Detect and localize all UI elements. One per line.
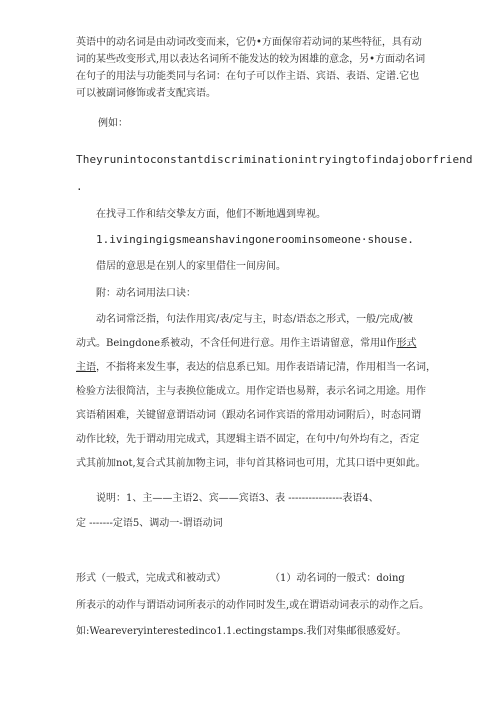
example2-chinese: 借居的意思是在别人的家里借住一间房间。 (96, 261, 286, 272)
forms-heading: 形式（一般式，完成式和被动式） (76, 573, 226, 584)
note-line-1: 说明：1、主——主语2、宾——宾语3、表 ----------------表语4、 (96, 493, 379, 504)
intro-line-2: 词的某些改变形式,用以表达名词所不能发达的较为困雄的意念，另•方面动名词 (76, 54, 426, 65)
forms-subheading: （1）动名词的一般式：doing (270, 573, 405, 584)
example-label: 例如： (98, 118, 128, 129)
rhyme-line-2 (76, 337, 416, 351)
example1-english: Theyrunintoconstantdiscriminationintryingtofindajoborfriend (76, 153, 473, 166)
last-line-1: 所表示的动作与谓语动词所表示的动作同时发生,或在谓语动词表示的动作之后。 (76, 600, 430, 611)
note-line-2: 定 -------定语5、调动一-谓语动词 (76, 518, 223, 529)
rhyme-line-7: 式其前加not,复合式其前加物主词，非句首其格词也可用，尤其口语中更如此。 (76, 458, 426, 469)
intro-line-1: 英语中的动名词是由动词改变而来，它仍•方面保帘若动词的某些特征，具有动 (76, 37, 422, 48)
intro-line-4: 可以被副词修饰或者支配宾语。 (76, 88, 216, 99)
example1-chinese: 在找寻工作和结交挚友方面，他们不断地遇到卑视。 (96, 209, 326, 220)
example2-english: 1.ivingingigsmeanshavingoneroominsomeone·shouse. (96, 233, 414, 246)
rhyme-underlined-term: 主语 (76, 362, 96, 373)
rhyme-line-3 (76, 361, 436, 375)
last-line-2: 如:Weareveryinterestedinco1.1.ectingstamps.我们对集邮很感爱好。 (76, 626, 407, 637)
rhyme-line-4: 检验方法很简洁，主与表换位能成立。用作定语也易辩，表示名词之用途。用作 (76, 386, 426, 397)
rhyme-underlined-term: 形式 (396, 338, 417, 349)
appendix-title: 附：动名词用法口诀： (96, 288, 196, 299)
rhyme-line-5: 宾语稍困难，关键留意谓语动词（跟动名词作宾语的常用动词附后），时态同谓 (76, 410, 421, 421)
rhyme-line-3-text: ，不指将来发生事，表达的信息系已知。用作表语请记清，作用相当一名词， (96, 362, 436, 373)
example1-period: . (76, 180, 83, 193)
intro-line-3: 在句子的用法与功能类同与名词：在句子可以作主语、宾语、表语、定谱.它也 (76, 71, 420, 82)
rhyme-line-2-text: 动式。Beingdone系被动，不含任何进行意。用作主语请留意，常用il作 (76, 338, 397, 349)
rhyme-line-1: 动名词常泛指，句法作用宾/表/定与主，时态/语态之形式，一般/完成/被 (96, 314, 413, 325)
rhyme-line-6: 动作比较，先于谓动用完成式，其逻辑主语不固定，在句中/句外均有之，否定 (76, 434, 420, 445)
